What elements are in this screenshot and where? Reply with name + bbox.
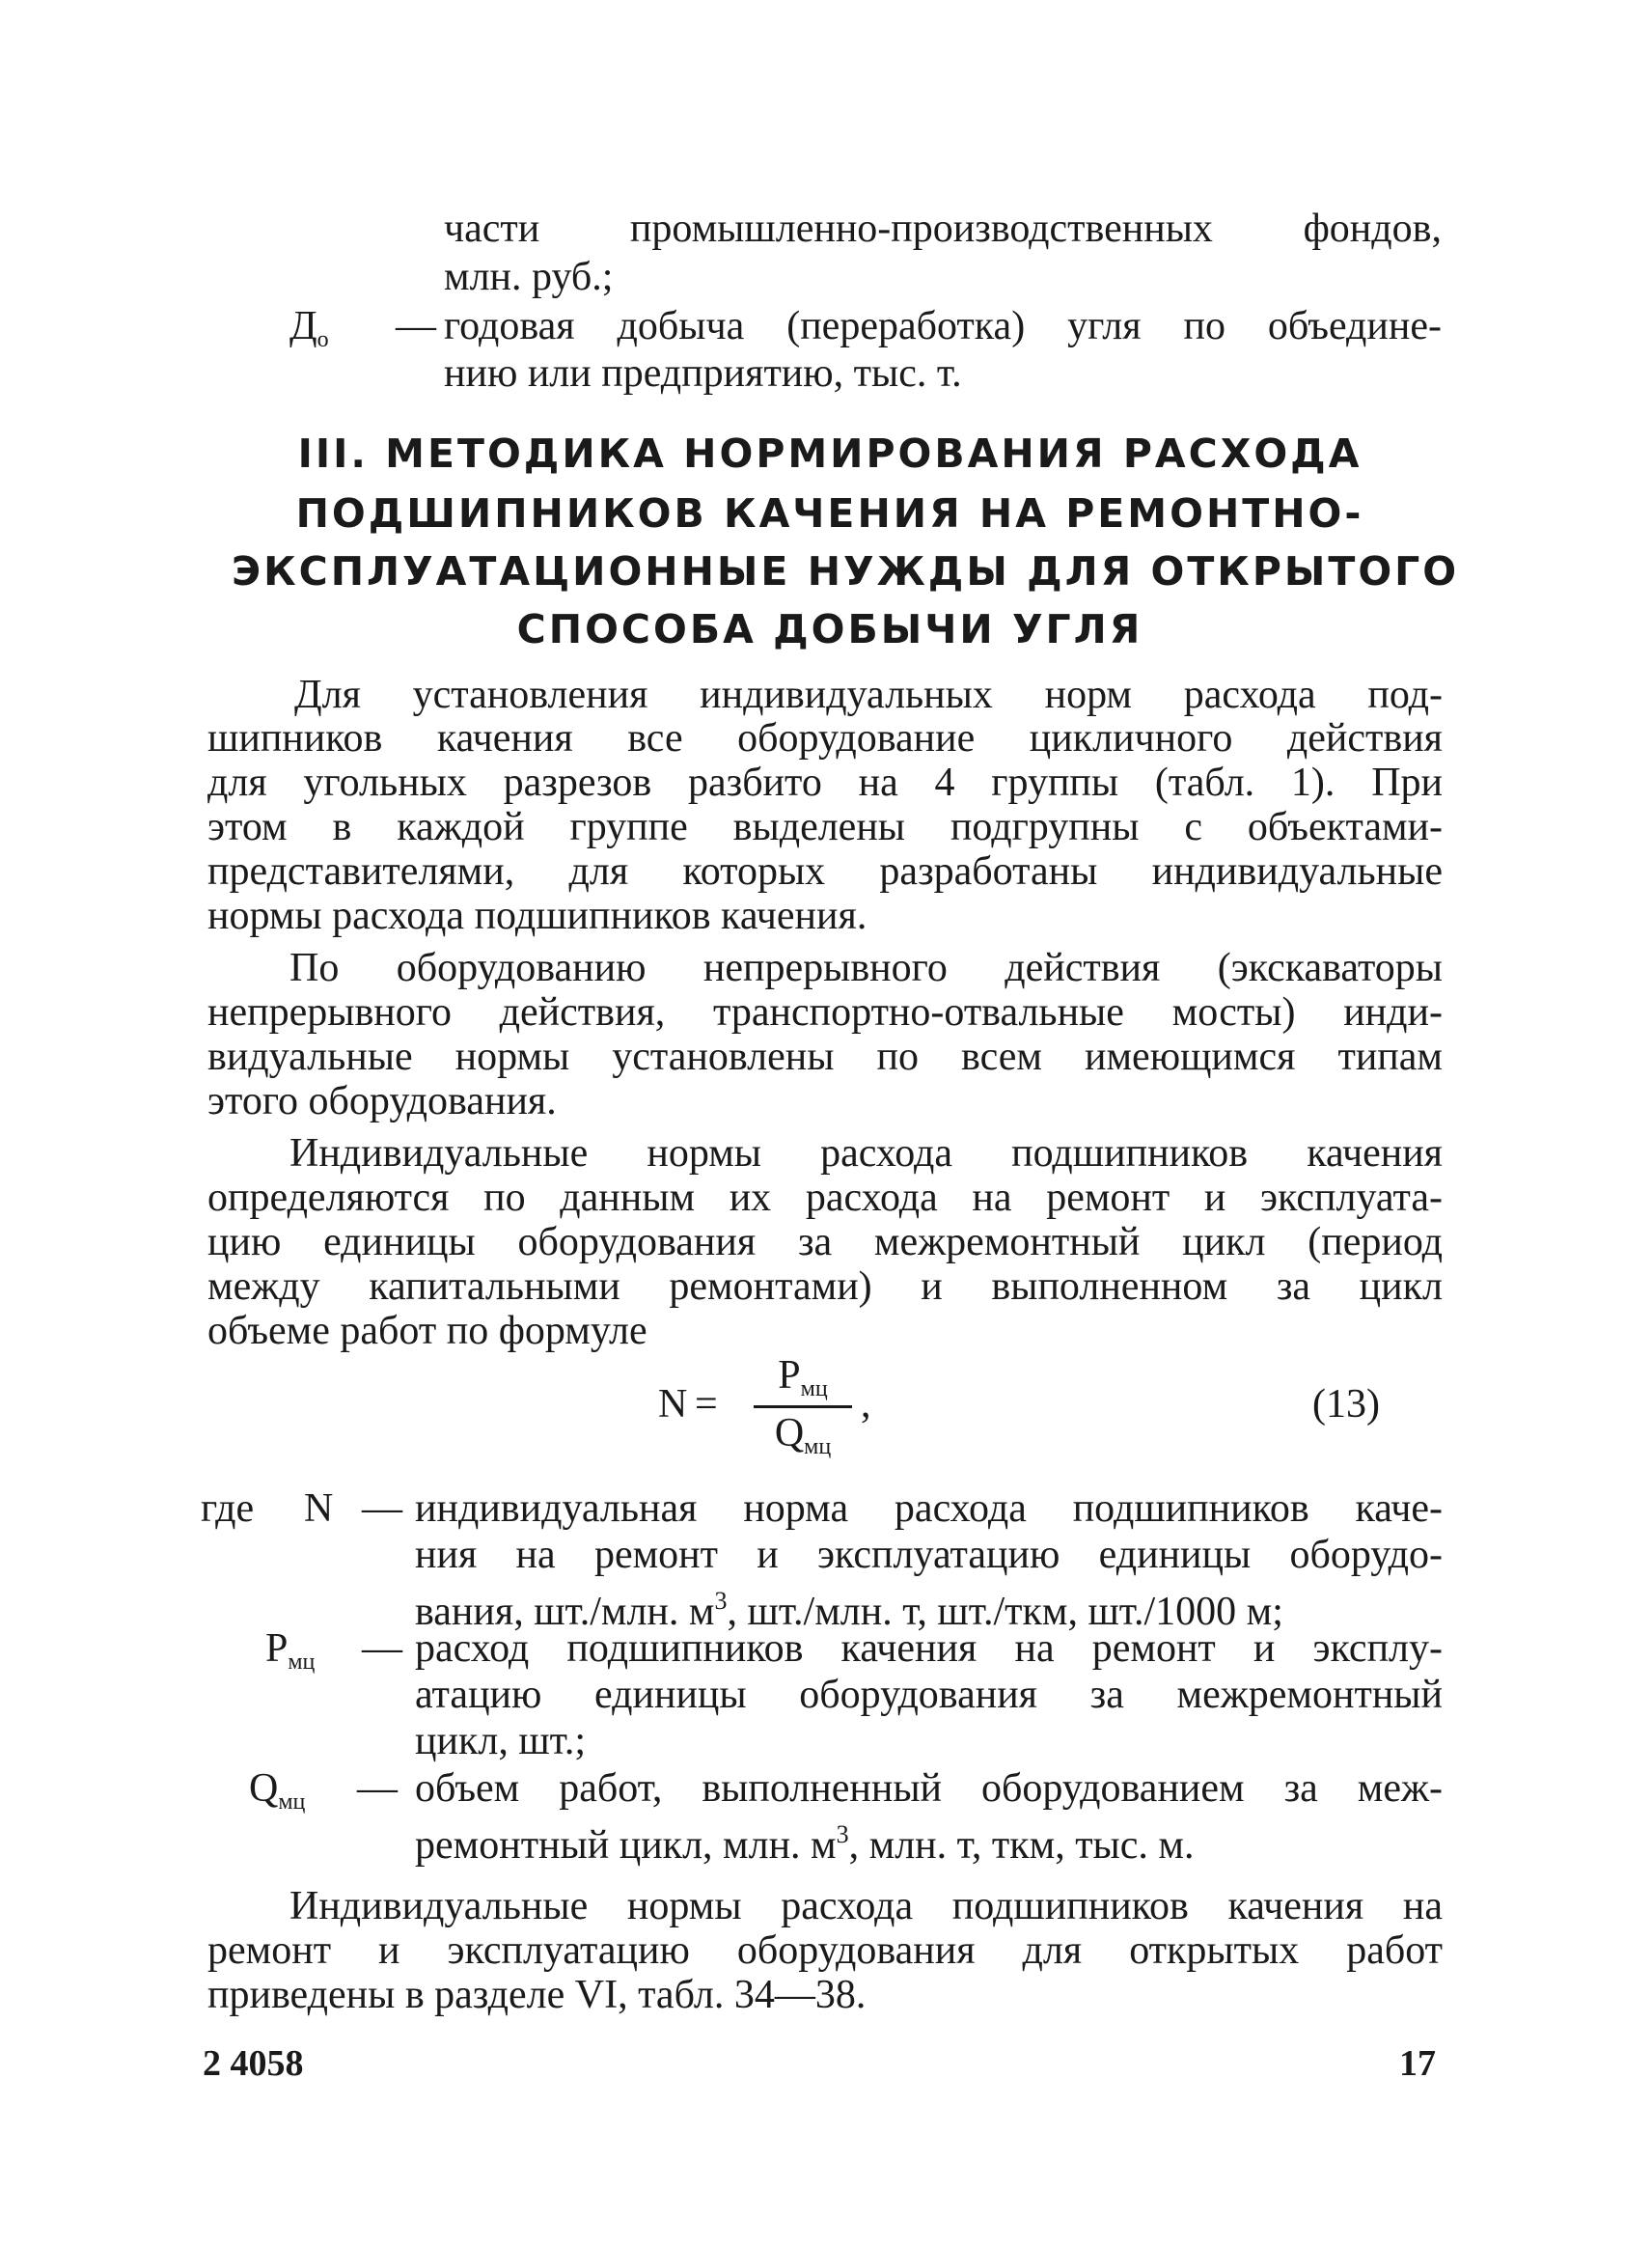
def-q-line-1: объем работ, выполненный оборудованием за меж- [415, 1766, 1443, 1811]
symbol-q-sub: мц [278, 1789, 306, 1815]
where-label: где [201, 1486, 255, 1531]
p1-line-3: для угольных разрезов разбито на 4 группы (табл. 1). При [207, 761, 1443, 805]
def-p-line-1: расход подшипников качения на ремонт и эксплу- [415, 1626, 1443, 1671]
symbol-p-sub: мц [288, 1649, 316, 1675]
p2-line-2: непрерывного действия, транспортно-отвальные мосты) инди- [207, 990, 1443, 1035]
symbol-n: N [304, 1486, 334, 1531]
word: фондов, [1303, 207, 1442, 251]
word: по [1183, 304, 1225, 348]
def-q-text-tail: , млн. т, ткм, тыс. м. [848, 1823, 1195, 1868]
word: добыча [617, 304, 745, 348]
symbol-pmc [265, 1624, 315, 1686]
def-n-text: вания, шт./млн. м [415, 1590, 715, 1634]
p1-line-5: представителями, для которых разработаны индивидуальные [207, 849, 1443, 894]
def-q-text: ремонтный цикл, млн. м [415, 1823, 837, 1868]
p2-line-1: По оборудованию непрерывного действия (экскаваторы [289, 946, 1443, 990]
p2-line-3: видуальные нормы установлены по всем имеющимся типам [207, 1035, 1443, 1079]
symbol-d: Д [289, 304, 317, 348]
def-line-2: млн. руб.; [444, 255, 614, 299]
section-heading-line-2: ПОДШИПНИКОВ КАЧЕНИЯ НА РЕМОНТНО- [295, 490, 1364, 537]
denominator-symbol: Q [774, 1411, 805, 1455]
p4-line-3: приведены в разделе VI, табл. 34—38. [207, 1973, 867, 2017]
p3-line-2: определяются по данным их расхода на ремонт и эксплуата- [207, 1176, 1443, 1220]
p1-line-2: шипников качения все оборудование цикличного действия [207, 716, 1443, 761]
def-line-3 [444, 302, 1442, 350]
def-line-4: нию или предприятию, тыс. т. [444, 351, 962, 396]
formula-equals: = [695, 1382, 718, 1427]
denominator-sub: мц [804, 1434, 832, 1459]
formula-numerator [750, 1351, 856, 1413]
formula-comma: , [861, 1382, 871, 1427]
def-n-sup: 3 [714, 1587, 728, 1615]
formula-number: (13) [1312, 1382, 1380, 1427]
p3-line-5: объеме работ по формуле [207, 1309, 647, 1353]
fraction-bar [754, 1405, 852, 1408]
def-n-line-2: ния на ремонт и эксплуатацию единицы оборудо- [415, 1533, 1443, 1577]
section-heading-line-4: СПОСОБА ДОБЫЧИ УГЛЯ [516, 606, 1143, 652]
formula-denominator [750, 1409, 856, 1471]
def-p-line-2: атацию единицы оборудования за межремонтный [415, 1673, 1443, 1717]
symbol-p: P [265, 1626, 289, 1671]
numerator-symbol: P [778, 1353, 801, 1398]
footer-signature: 2 4058 [203, 2043, 304, 2084]
section-heading-line-3: ЭКСПЛУАТАЦИОННЫЕ НУЖДЫ ДЛЯ ОТКРЫТОГО [232, 548, 1460, 595]
def-q-dash: — [357, 1766, 398, 1811]
def-n-dash: — [362, 1486, 402, 1531]
p1-line-4: этом в каждой группе выделены подгрупны с объектами- [207, 805, 1443, 849]
p2-line-4: этого оборудования. [207, 1079, 557, 1123]
p4-line-2: ремонт и эксплуатацию оборудования для открытых работ [207, 1928, 1443, 1973]
p3-line-1: Индивидуальные нормы расхода подшипников качения [289, 1131, 1443, 1176]
word: объедине- [1267, 304, 1442, 348]
def-n-text-tail: , шт./млн. т, шт./ткм, шт./1000 м; [727, 1590, 1283, 1634]
def-n-line-1: индивидуальная норма расхода подшипников каче- [415, 1486, 1443, 1531]
symbol-d-sub: о [317, 327, 329, 352]
page-number: 17 [1399, 2043, 1436, 2084]
numerator-sub: мц [800, 1376, 828, 1401]
p1-line-6: нормы расхода подшипников качения. [207, 894, 867, 938]
section-heading-line-1: III. МЕТОДИКА НОРМИРОВАНИЯ РАСХОДА [297, 430, 1363, 477]
p3-line-4: между капитальными ремонтами) и выполненном за цикл [207, 1264, 1443, 1309]
def-q-sup: 3 [836, 1820, 849, 1848]
def-dash: — [396, 304, 436, 348]
word: (переработка) [786, 304, 1026, 348]
symbol-q: Q [249, 1766, 279, 1811]
def-line-1 [444, 205, 1442, 253]
p3-line-3: цию единицы оборудования за межремонтный цикл (период [207, 1220, 1443, 1264]
def-p-line-3: цикл, шт.; [415, 1719, 587, 1763]
word: части [444, 207, 540, 251]
word: годовая [444, 304, 575, 348]
p4-line-1: Индивидуальные нормы расхода подшипников качения на [289, 1884, 1443, 1928]
def-q-line-2 [415, 1811, 1194, 1870]
def-p-dash: — [362, 1626, 402, 1671]
formula-lhs: N [658, 1382, 688, 1427]
word: промышленно-производственных [629, 207, 1213, 251]
symbol-qmc [249, 1764, 305, 1826]
symbol-d0 [289, 302, 329, 364]
p1-line-1: Для установления индивидуальных норм расхода под- [294, 673, 1443, 717]
formula-13 [658, 1351, 909, 1457]
word: угля [1067, 304, 1142, 348]
